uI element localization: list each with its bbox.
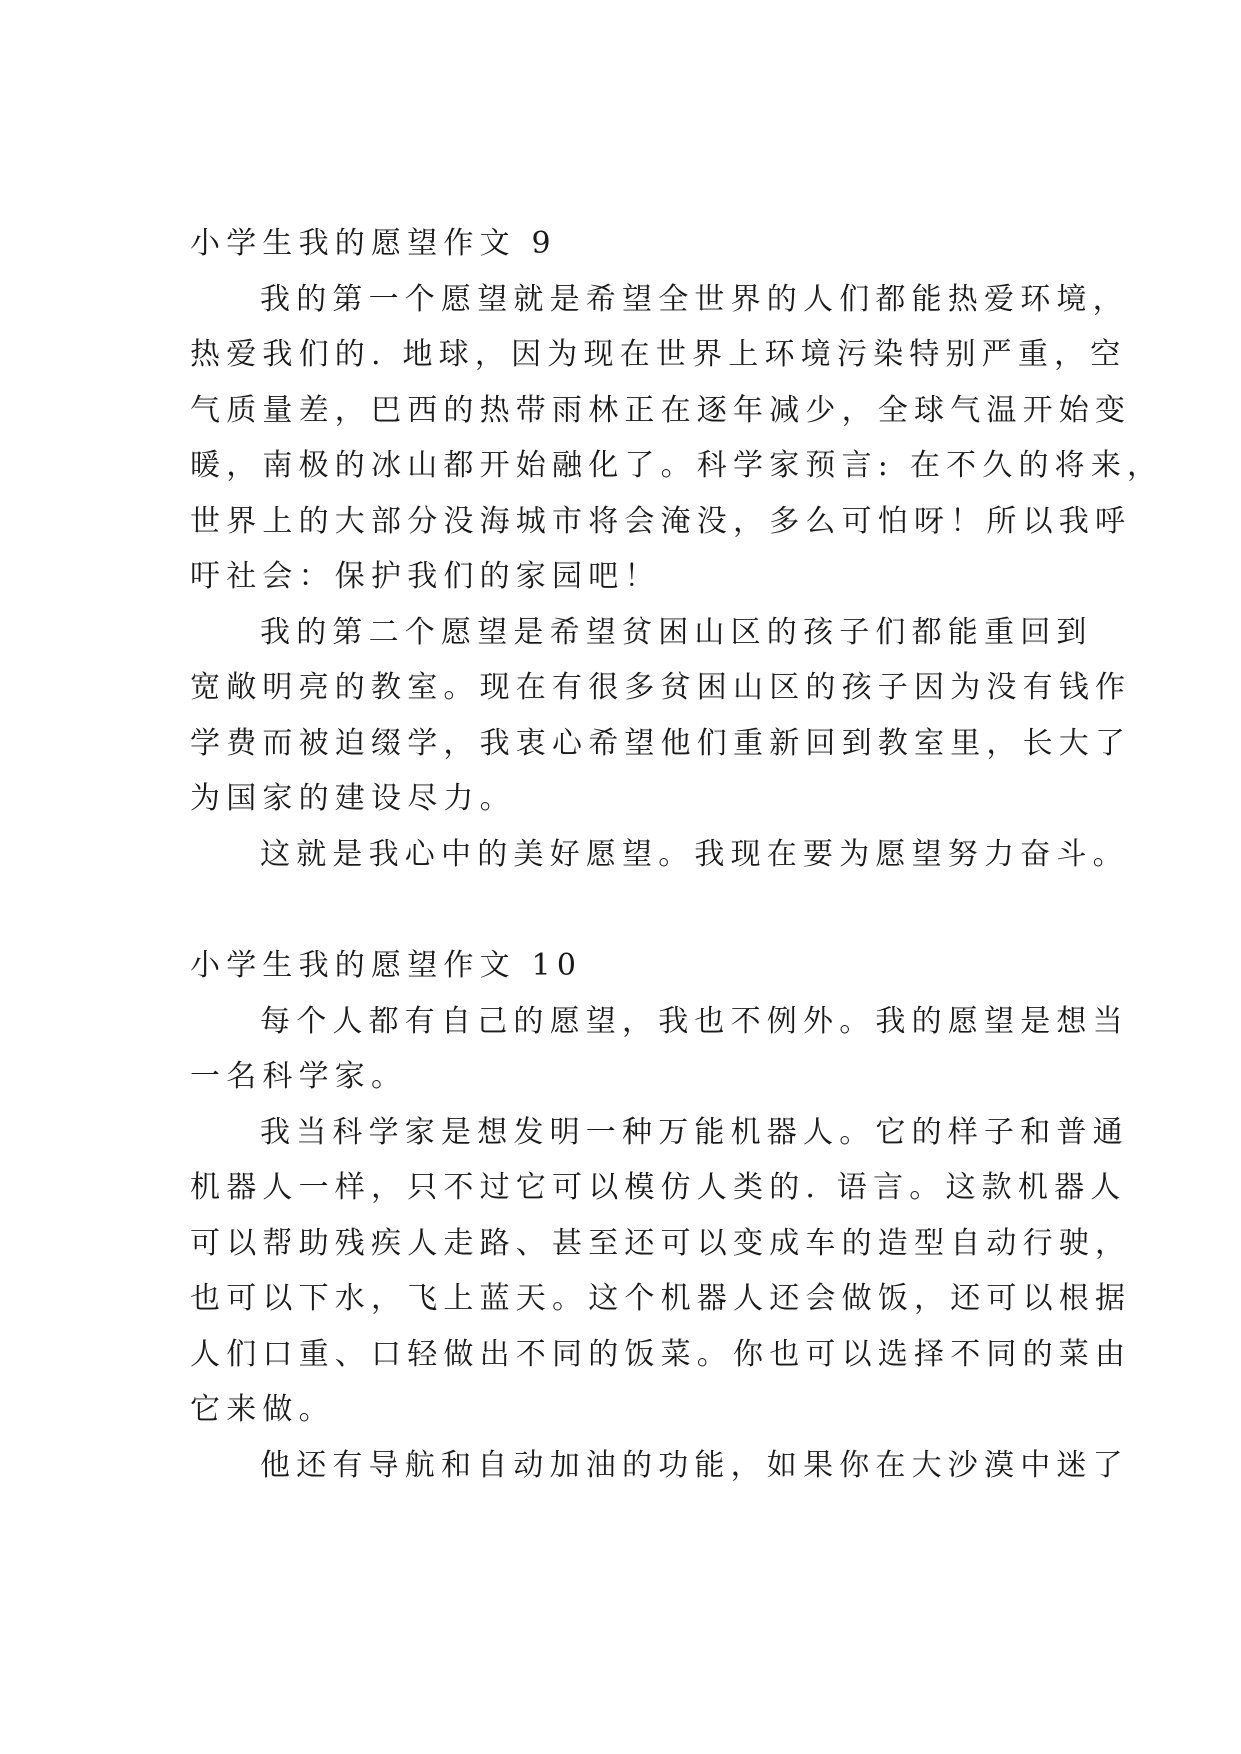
text-line: 这就是我心中的美好愿望。我现在要为愿望努力奋斗。	[260, 836, 1129, 872]
text-line: 每个人都有自己的愿望，我也不例外。我的愿望是想当	[260, 1003, 1129, 1039]
text-line: 气质量差，巴西的热带雨林正在逐年减少，全球气温开始变	[190, 392, 1132, 428]
paragraph	[190, 272, 1164, 605]
paragraph	[190, 994, 1129, 1105]
text-line: 世界上的大部分没海城市将会淹没，多么可怕呀！所以我呼	[190, 503, 1132, 539]
text-line: 为国家的建设尽力。	[190, 781, 516, 816]
text-line: 暖，南极的冰山都开始融化了。科学家预言: 在不久的将来，	[190, 448, 1164, 483]
document-body	[190, 216, 1164, 1493]
text-line: 一名科学家。	[190, 1059, 408, 1094]
text-line: 也可以下水，飞上蓝天。这个机器人还会做饭，还可以根据	[190, 1281, 1132, 1316]
section-spacer	[190, 882, 1070, 938]
text-line: 热爱我们的. 地球，因为现在世界上环境污染特别严重，空	[190, 337, 1127, 372]
text-line: 宽敞明亮的教室。现在有很多贫困山区的孩子因为没有钱作	[190, 670, 1132, 705]
section-title: 小学生我的愿望作文 9	[190, 226, 557, 261]
section-title: 小学生我的愿望作文 10	[190, 948, 583, 983]
text-line: 我的第一个愿望就是希望全世界的人们都能热爱环境，	[260, 281, 1129, 317]
text-line: 可以帮助残疾人走路、甚至还可以变成车的造型自动行驶，	[190, 1225, 1132, 1261]
text-line: 我当科学家是想发明一种万能机器人。它的样子和普通	[260, 1114, 1129, 1150]
text-line: 他还有导航和自动加油的功能，如果你在大沙漠中迷了	[260, 1447, 1129, 1483]
paragraph	[190, 1105, 1132, 1438]
text-line: 机器人一样，只不过它可以模仿人类的. 语言。这款机器人	[190, 1170, 1127, 1205]
text-line: 学费而被迫缀学，我衷心希望他们重新回到教室里，长大了	[190, 725, 1132, 761]
text-line: 我的第二个愿望是希望贫困山区的孩子们都能重回到	[260, 614, 1093, 650]
text-line: 吁社会：保护我们的家园吧！	[190, 559, 661, 594]
paragraph	[190, 1438, 1129, 1494]
text-line: 人们口重、口轻做出不同的饭菜。你也可以选择不同的菜由	[190, 1336, 1132, 1372]
paragraph	[190, 827, 1129, 883]
paragraph	[190, 605, 1132, 827]
text-line: 它来做。	[190, 1392, 335, 1427]
